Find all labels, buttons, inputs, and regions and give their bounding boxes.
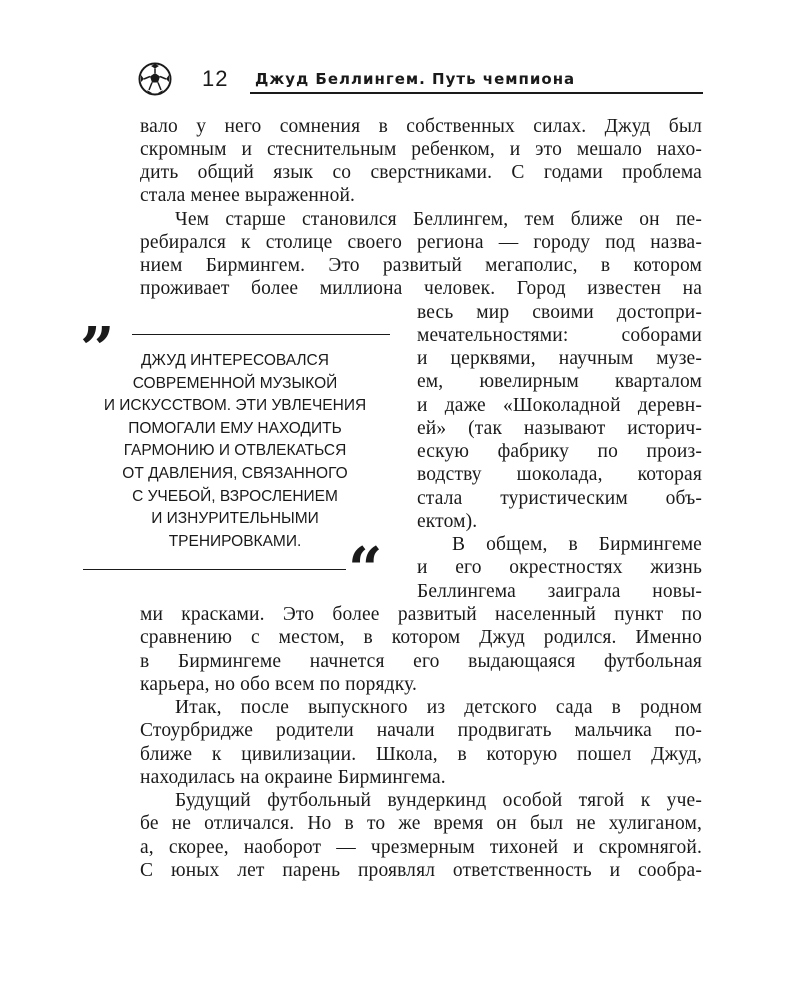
open-quote-mark: ” bbox=[80, 315, 115, 385]
close-quote-mark: “ bbox=[348, 535, 383, 605]
text-line: проживает более миллиона человек. Город известен на bbox=[140, 278, 702, 299]
text-line: Стоурбридже родители начали продвигать мальчика по- bbox=[140, 720, 702, 741]
text-line: ектом). bbox=[417, 511, 478, 532]
text-line: ескую фабрику по произ- bbox=[417, 441, 702, 462]
pull-quote-line: ПОМОГАЛИ ЕМУ НАХОДИТЬ bbox=[128, 419, 342, 437]
text-line: Чем старше становился Беллингем, тем ближе он пе- bbox=[175, 209, 702, 230]
text-line: Беллингема заиграла новы- bbox=[417, 581, 702, 602]
text-line: Итак, после выпускного из детского сада в родном bbox=[175, 697, 702, 718]
text-line: Будущий футбольный вундеркинд особой тягой к уче- bbox=[175, 790, 702, 811]
pull-quote-line: С УЧЕБОЙ, ВЗРОСЛЕНИЕМ bbox=[132, 487, 338, 505]
text-line: водству шоколада, которая bbox=[417, 464, 702, 485]
running-title: Джуд Беллингем. Путь чемпиона bbox=[255, 70, 576, 88]
text-line: мечательностями: соборами bbox=[417, 325, 702, 346]
pull-quote-line: И ИЗНУРИТЕЛЬНЫМИ bbox=[151, 510, 319, 528]
pull-quote-line: ТРЕНИРОВКАМИ. bbox=[168, 532, 302, 550]
pull-quote-line: ГАРМОНИЮ И ОТВЛЕКАТЬСЯ bbox=[123, 442, 347, 460]
text-line: бе не отличался. Но в то же время он был не хулиганом, bbox=[140, 813, 702, 834]
text-line: скромным и стеснительным ребенком, и это мешало нахо- bbox=[140, 139, 702, 160]
pull-quote-line: ОТ ДАВЛЕНИЯ, СВЯЗАННОГО bbox=[122, 464, 348, 482]
text-line: стала туристическим объ- bbox=[417, 488, 702, 509]
soccer-ball-icon bbox=[138, 62, 172, 96]
text-line: ребирался к столице своего региона — городу под назва- bbox=[140, 232, 702, 253]
text-line: В общем, в Бирмингеме bbox=[452, 534, 702, 555]
text-line: и его окрестностях жизнь bbox=[417, 557, 702, 578]
text-line: в Бирмингеме начнется его выдающаяся футбольная bbox=[140, 651, 702, 672]
text-line: вало у него сомнения в собственных силах. Джуд был bbox=[140, 116, 702, 137]
text-line: ем, ювелирным кварталом bbox=[417, 371, 702, 392]
text-line: весь мир своими достопри- bbox=[417, 302, 702, 323]
text-line: стала менее выраженной. bbox=[140, 185, 356, 206]
quote-rule-bottom bbox=[83, 569, 346, 570]
text-line: сравнению с местом, в котором Джуд родился. Именно bbox=[140, 627, 702, 648]
text-line: ми красками. Это более развитый населенный пункт по bbox=[140, 604, 702, 625]
header-rule bbox=[250, 92, 703, 94]
text-line: карьера, но обо всем по порядку. bbox=[140, 674, 418, 695]
text-line: нием Бирмингем. Это развитый мегаполис, в котором bbox=[140, 255, 702, 276]
text-line: а, скорее, наоборот — чрезмерным тихоней и скромнягой. bbox=[140, 837, 702, 858]
text-line: и даже «Шоколадной деревн- bbox=[417, 395, 702, 416]
text-line: ей» (так называют историч- bbox=[417, 418, 702, 439]
text-line: ближе к цивилизации. Школа, в которую пошел Джуд, bbox=[140, 744, 702, 765]
text-line: находилась на окраине Бирмингема. bbox=[140, 767, 446, 788]
pull-quote-line: СОВРЕМЕННОЙ МУЗЫКОЙ bbox=[132, 374, 338, 392]
quote-rule-top bbox=[132, 334, 390, 335]
pull-quote-line: ДЖУД ИНТЕРЕСОВАЛСЯ bbox=[141, 352, 329, 369]
text-line: дить общий язык со сверстниками. С годами проблема bbox=[140, 162, 702, 183]
text-line: и церквями, научным музе- bbox=[417, 348, 702, 369]
pull-quote-text bbox=[96, 350, 374, 553]
text-line: С юных лет парень проявлял ответственность и сообра- bbox=[140, 860, 702, 881]
pull-quote-line: И ИСКУССТВОМ. ЭТИ УВЛЕЧЕНИЯ bbox=[103, 397, 367, 415]
page-number: 12 bbox=[202, 66, 229, 91]
